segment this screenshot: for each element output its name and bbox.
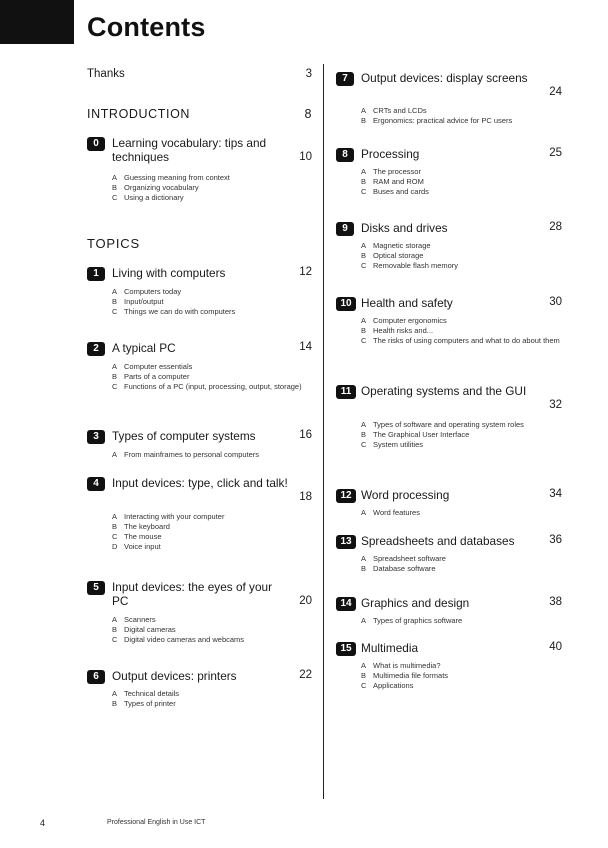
page-number: 4 xyxy=(40,818,46,828)
unit-page: 32 xyxy=(549,399,562,411)
page-title: Contents xyxy=(87,12,206,42)
unit-sections xyxy=(361,167,562,197)
unit-title: Multimedia xyxy=(361,641,419,655)
unit-section: B Health risks and... xyxy=(361,326,434,335)
unit-sections xyxy=(361,661,562,691)
unit-section: B Optical storage xyxy=(361,251,424,260)
unit-sections xyxy=(112,362,312,392)
unit-title: Health and safety xyxy=(361,296,453,310)
unit-number-badge: 11 xyxy=(336,385,356,399)
topics-heading: TOPICS xyxy=(87,236,140,251)
unit-page: 16 xyxy=(299,429,312,441)
unit-section: C The mouse xyxy=(112,532,162,541)
unit-title: Operating systems and the GUI xyxy=(361,384,527,398)
unit-page: 18 xyxy=(299,491,312,503)
unit-number-badge: 4 xyxy=(87,477,105,491)
unit-sections xyxy=(361,554,562,574)
unit-title: Spreadsheets and databases xyxy=(361,534,515,548)
unit-page: 24 xyxy=(549,86,562,98)
unit-section: C Buses and cards xyxy=(361,187,429,196)
unit-title: Living with computers xyxy=(112,266,226,280)
unit-page: 40 xyxy=(549,641,562,653)
unit-title: Processing xyxy=(361,147,420,161)
unit-title: Input devices: the eyes of your PC xyxy=(112,580,273,608)
unit-title: Output devices: display screens xyxy=(361,71,528,85)
unit-title: Types of computer systems xyxy=(112,429,256,443)
unit-number-badge: 3 xyxy=(87,430,105,444)
unit-number-badge: 2 xyxy=(87,342,105,356)
unit-sections xyxy=(112,615,312,645)
unit-section: C Removable flash memory xyxy=(361,261,459,270)
unit-title: Output devices: printers xyxy=(112,669,237,683)
unit-page: 25 xyxy=(549,147,562,159)
unit-number-badge: 0 xyxy=(87,137,105,151)
unit-sections xyxy=(361,241,562,271)
unit-title: Input devices: type, click and talk! xyxy=(112,476,288,490)
unit-section: A The processor xyxy=(361,167,421,176)
corner-block xyxy=(0,0,74,44)
unit-page: 34 xyxy=(549,488,562,500)
unit-section: A From mainframes to personal computers xyxy=(112,450,260,459)
unit-section: B Input/output xyxy=(112,297,164,306)
unit-section: B Digital cameras xyxy=(112,625,176,634)
unit-section: C Things we can do with computers xyxy=(112,307,236,316)
unit-page: 20 xyxy=(299,595,312,607)
unit-sections xyxy=(361,316,562,346)
unit-section: B Organizing vocabulary xyxy=(112,183,199,192)
unit-section: C Digital video cameras and webcams xyxy=(112,635,245,644)
unit-section: A Technical details xyxy=(112,689,180,698)
unit-number-badge: 10 xyxy=(336,297,356,311)
unit-number-badge: 6 xyxy=(87,670,105,684)
unit-sections xyxy=(112,689,312,709)
contents-right-column xyxy=(336,0,562,848)
unit-page: 22 xyxy=(299,669,312,681)
unit-section: C Functions of a PC (input, processing, output, storage) xyxy=(112,382,302,391)
unit-title: A typical PC xyxy=(112,341,176,355)
unit-section: A Types of graphics software xyxy=(361,616,463,625)
introduction-label: INTRODUCTION xyxy=(87,107,191,121)
unit-title: Word processing xyxy=(361,488,450,502)
unit-section: B The keyboard xyxy=(112,522,170,531)
unit-page: 14 xyxy=(299,341,312,353)
unit-sections xyxy=(361,420,562,450)
thanks-page: 3 xyxy=(305,68,312,80)
unit-section: A What is multimedia? xyxy=(361,661,441,670)
unit-sections xyxy=(112,450,312,460)
contents-left-column xyxy=(87,0,312,848)
unit-sections xyxy=(361,508,562,518)
unit-section: A Scanners xyxy=(112,615,156,624)
thanks-entry[interactable] xyxy=(87,68,312,80)
unit-sections xyxy=(361,616,562,626)
unit-section: A Computers today xyxy=(112,287,182,296)
unit-page: 10 xyxy=(299,151,312,163)
unit-number-badge: 14 xyxy=(336,597,356,611)
unit-title: Graphics and design xyxy=(361,596,470,610)
unit-section: B Multimedia file formats xyxy=(361,671,449,680)
unit-section: A Magnetic storage xyxy=(361,241,431,250)
unit-section: B The Graphical User Interface xyxy=(361,430,470,439)
unit-section: A Computer ergonomics xyxy=(361,316,447,325)
unit-number-badge: 12 xyxy=(336,489,356,503)
unit-page: 30 xyxy=(549,296,562,308)
unit-sections xyxy=(112,173,312,203)
unit-page: 38 xyxy=(549,596,562,608)
unit-section: D Voice input xyxy=(112,542,161,551)
unit-section: A Spreadsheet software xyxy=(361,554,446,563)
unit-sections xyxy=(112,512,312,552)
unit-page: 36 xyxy=(549,534,562,546)
unit-page: 12 xyxy=(299,266,312,278)
unit-sections xyxy=(361,106,562,126)
running-footer: Professional English in Use ICT xyxy=(107,819,206,826)
unit-number-badge: 8 xyxy=(336,148,354,162)
unit-section: B Parts of a computer xyxy=(112,372,190,381)
unit-section: A CRTs and LCDs xyxy=(361,106,427,115)
introduction-entry[interactable] xyxy=(87,107,312,121)
unit-number-badge: 7 xyxy=(336,72,354,86)
unit-section: C System utilities xyxy=(361,440,424,449)
unit-section: C The risks of using computers and what to do about them xyxy=(361,336,560,345)
unit-number-badge: 13 xyxy=(336,535,356,549)
introduction-page: 8 xyxy=(304,107,312,121)
unit-number-badge: 1 xyxy=(87,267,105,281)
unit-section: C Applications xyxy=(361,681,414,690)
unit-section: A Interacting with your computer xyxy=(112,512,225,521)
unit-section: B Database software xyxy=(361,564,436,573)
thanks-label: Thanks xyxy=(87,68,125,80)
unit-sections xyxy=(112,287,312,317)
unit-section: A Types of software and operating system roles xyxy=(361,420,524,429)
unit-section: B RAM and ROM xyxy=(361,177,424,186)
unit-page: 28 xyxy=(549,221,562,233)
unit-section: A Guessing meaning from context xyxy=(112,173,230,182)
unit-title: Disks and drives xyxy=(361,221,448,235)
unit-section: B Types of printer xyxy=(112,699,176,708)
unit-number-badge: 15 xyxy=(336,642,356,656)
unit-section: A Word features xyxy=(361,508,420,517)
unit-title: Learning vocabulary: tips and techniques xyxy=(112,136,267,164)
unit-section: C Using a dictionary xyxy=(112,193,184,202)
column-divider xyxy=(323,64,324,799)
unit-section: B Ergonomics: practical advice for PC users xyxy=(361,116,513,125)
unit-number-badge: 5 xyxy=(87,581,105,595)
unit-section: A Computer essentials xyxy=(112,362,193,371)
unit-number-badge: 9 xyxy=(336,222,354,236)
